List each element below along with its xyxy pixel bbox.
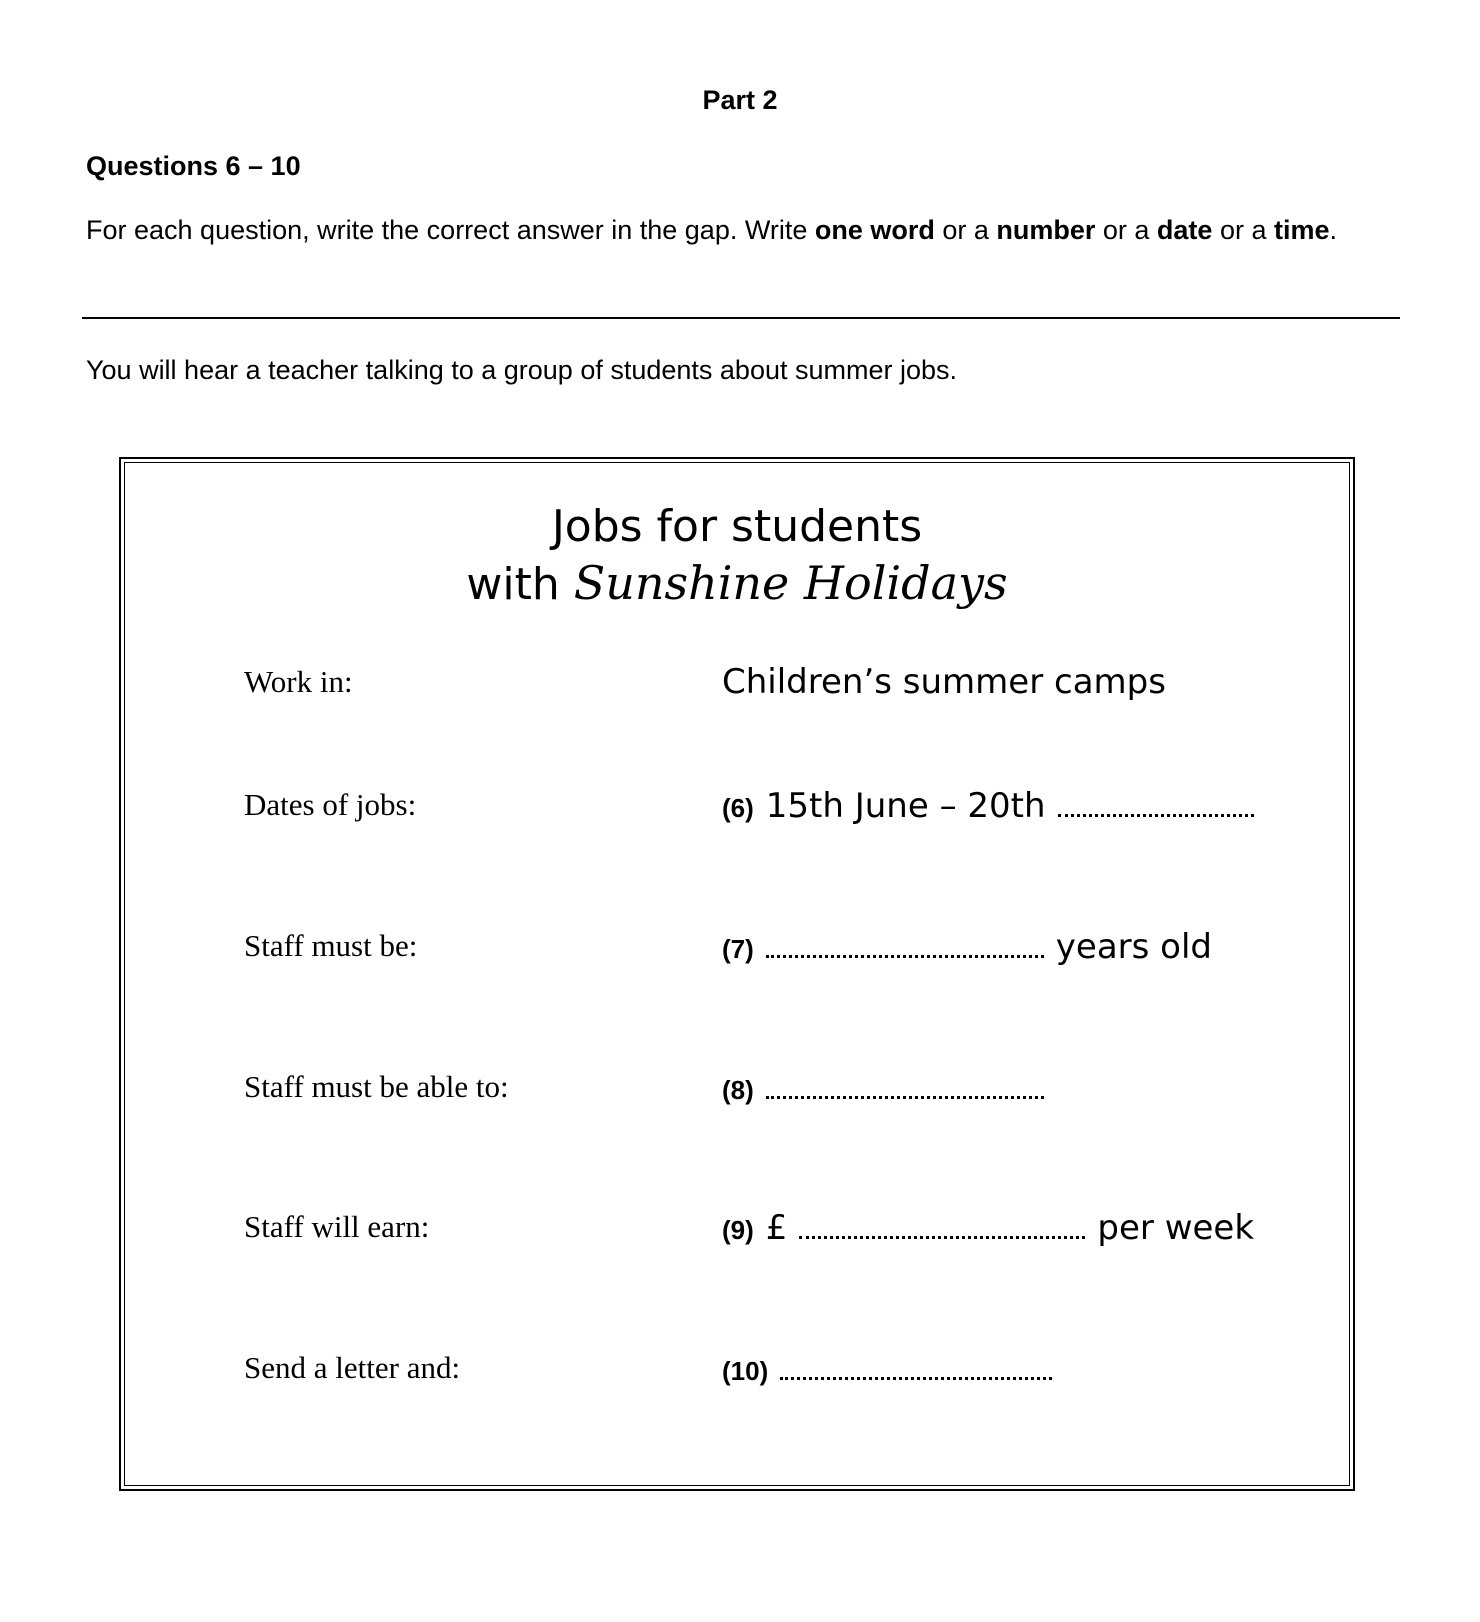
question-10 <box>722 1347 1052 1393</box>
divider-rule <box>82 317 1400 319</box>
row-label-able-to: Staff must be able to: <box>244 1069 509 1104</box>
instructions-bold-one-word: one word <box>814 215 935 245</box>
answer-gap-8[interactable] <box>766 1066 1044 1099</box>
question-7 <box>722 925 1212 971</box>
brand-name: Sunshine Holidays <box>573 556 1008 610</box>
question-6 <box>722 784 1254 830</box>
answer-suffix: years old <box>1055 927 1212 967</box>
question-number: (6) <box>722 793 754 823</box>
notice-frame-inner <box>124 462 1350 1486</box>
notice-title: Jobs for students <box>551 501 923 552</box>
answer-prefix: £ <box>765 1208 788 1248</box>
instructions <box>86 214 1406 247</box>
question-number: (8) <box>722 1075 754 1105</box>
answer-prefix: 15th June – 20th <box>765 786 1046 826</box>
answer-gap-7[interactable] <box>766 925 1044 958</box>
instructions-text-3: or a <box>1095 215 1157 245</box>
notice-subtitle-with: with <box>466 559 574 610</box>
row-answer-work-in: Children’s summer camps <box>722 662 1166 702</box>
row-label-earn: Staff will earn: <box>244 1209 430 1244</box>
question-number: (10) <box>722 1356 769 1386</box>
row-label-send-letter: Send a letter and: <box>244 1350 461 1385</box>
part-title: Part 2 <box>702 85 778 115</box>
instructions-bold-date: date <box>1156 215 1213 245</box>
question-number: (7) <box>722 934 754 964</box>
instructions-text-1: For each question, write the correct answer in the gap. Write <box>86 215 815 245</box>
answer-gap-10[interactable] <box>780 1347 1052 1380</box>
row-label-dates: Dates of jobs: <box>244 787 417 822</box>
question-8 <box>722 1066 1044 1112</box>
answer-suffix: per week <box>1097 1208 1255 1248</box>
question-9 <box>722 1206 1254 1252</box>
instructions-bold-number: number <box>996 215 1096 245</box>
instructions-text-2: or a <box>934 215 997 245</box>
answer-gap-9[interactable] <box>799 1206 1085 1239</box>
instructions-text-5: . <box>1329 215 1338 245</box>
answer-gap-6[interactable] <box>1058 784 1254 817</box>
instructions-bold-time: time <box>1273 215 1330 245</box>
question-number: (9) <box>722 1215 754 1245</box>
questions-heading: Questions 6 – 10 <box>86 151 301 181</box>
row-label-staff-must-be: Staff must be: <box>244 928 418 963</box>
instructions-text-4: or a <box>1212 215 1274 245</box>
row-label-work-in: Work in: <box>244 664 353 699</box>
context-sentence: You will hear a teacher talking to a group of students about summer jobs. <box>86 355 958 385</box>
notice-subtitle <box>124 555 1350 613</box>
